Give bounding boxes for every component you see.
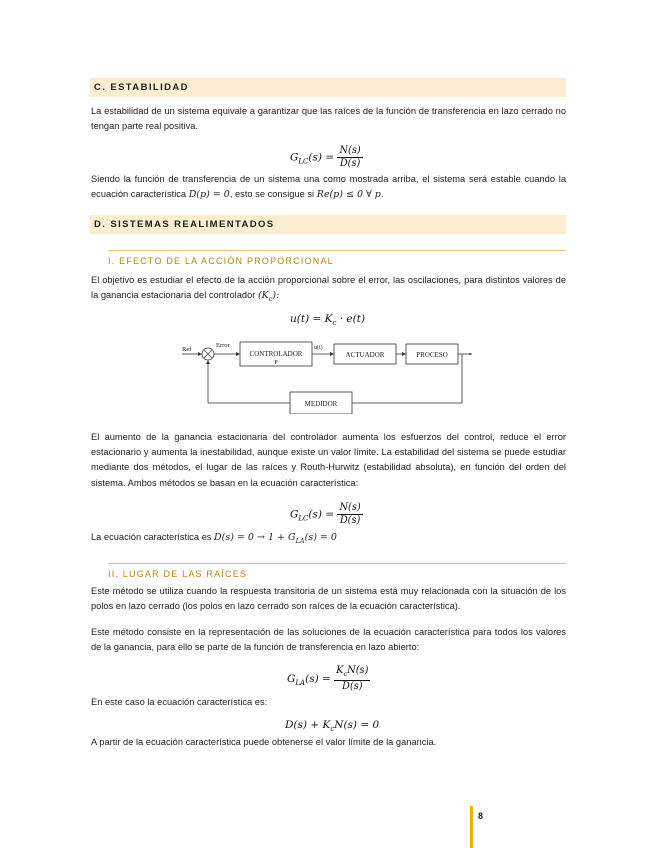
section-c-paragraph-1: La estabilidad de un sistema equivale a garantizar que las raíces de la función de transferencia en lazo cerrado no tengan parte real positiva. <box>91 106 566 132</box>
page-number-bar <box>470 806 473 848</box>
subsection-1-heading: I. EFECTO DE LA ACCIÓN PROPORCIONAL <box>108 250 566 268</box>
error-label: Error <box>216 342 230 349</box>
control-law-equation: $u(t) = K_c \cdot e(t)$ <box>290 313 366 328</box>
section-d-heading: D. SISTEMAS REALIMENTADOS <box>90 215 566 234</box>
controller-sub-label: P <box>274 360 278 366</box>
subsection-1-paragraph-3: La ecuación característica es $D(s) = 0 \to 1 + G_{LA}(s) = 0$ <box>91 532 337 545</box>
subsection-2-paragraph-1: Este método se utiliza cuando la respuesta transitoria de un sistema está muy relacionada con la situación de los polos en lazo cerrado (los polos en lazo cerrado son raíces de la ecuación característica). <box>91 586 566 612</box>
open-loop-equation: $G_{LA}(s)$ = $\frac{K_cN(s)}{D(s)}$ <box>287 665 369 692</box>
arrow-head <box>198 352 202 356</box>
subsection-2-paragraph-4: A partir de la ecuación característica puede obtenerse el valor límite de la ganancia. <box>91 737 437 747</box>
subsection-2-paragraph-2: Este método consiste en la representación de las soluciones de la ecuación característica para todos los valores de la ganancia, para ello se parte de la función de transferencia en lazo abierto: <box>91 627 566 653</box>
section-c-heading: C. ESTABILIDAD <box>90 78 566 97</box>
subsection-2-heading: II. LUGAR DE LAS RAÍCES <box>108 563 566 581</box>
signal-label: u(t) <box>314 345 323 351</box>
subsection-1-paragraph-2: El aumento de la ganancia estacionaria del controlador aumenta los esfuerzos del control, reduce el error estacionario y aumenta la inestabilidad, aunque existe un valor límite. La estabilidad del sistema se puede estudiar mediante dos métodos, el lugar de las raíces y Routh-Hurwitz (estabilidad absoluta), en función del orden del sistema. Ambos métodos se basan en la ecuación característica: <box>91 432 566 488</box>
ref-label: Ref <box>182 346 192 353</box>
characteristic-equation: $D(s) + K_cN(s) = 0$ <box>285 719 380 734</box>
closed-loop-equation: $G_{LC}(s)$ = $\frac{N(s)}{D(s)}$ <box>290 502 361 526</box>
subsection-2-paragraph-3: En este caso la ecuación característica es: <box>91 697 268 707</box>
section-c-equation: $G_{LC}(s)$ = $\frac{N(s)}{D(s)}$ <box>290 145 361 169</box>
section-c-paragraph-2: Siendo la función de transferencia de un sistema una como mostrada arriba, el sistema será estable cuando la ecuación característica D(p) = 0, esto se consigue si Re(p) ≤ 0 ∀ p. <box>91 174 566 201</box>
subsection-1-paragraph-1: El objetivo es estudiar el efecto de la acción proporcional sobre el error, las oscilaciones, para distintos valores de la ganancia estacionaria del controlador $(K_c)$: <box>91 275 566 304</box>
feedback-block-diagram <box>180 336 480 414</box>
page-number: 8 <box>478 811 484 821</box>
meter-label: MEDIDOR <box>304 400 338 408</box>
process-label: PROCESO <box>416 351 448 359</box>
controller-label: CONTROLADOR <box>249 350 303 358</box>
actuator-label: ACTUADOR <box>345 351 385 359</box>
